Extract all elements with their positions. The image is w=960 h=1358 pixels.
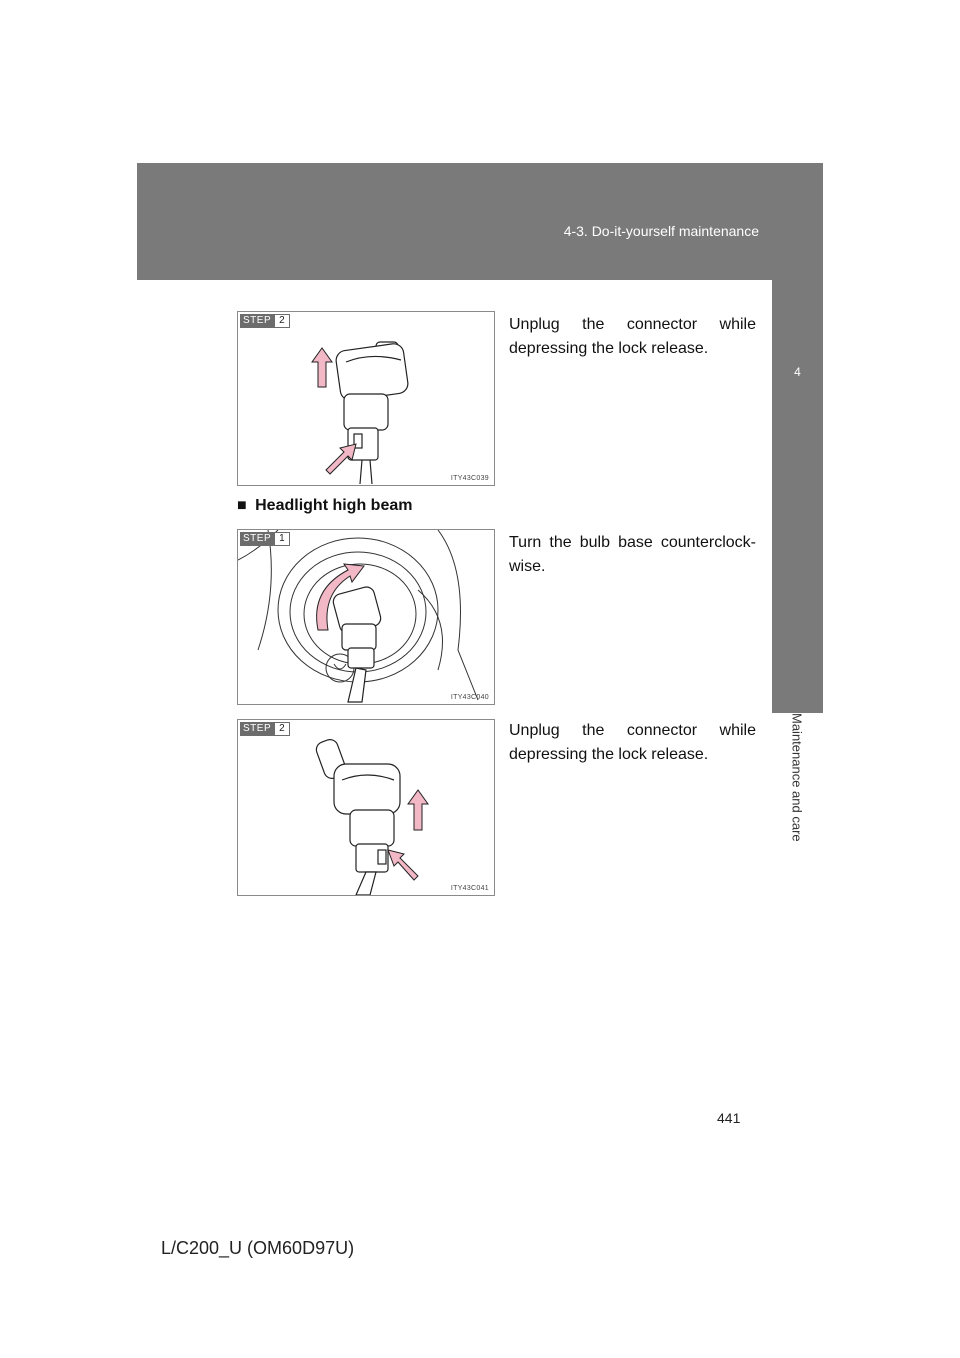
step-label: STEP — [240, 722, 274, 736]
step-number: 2 — [274, 722, 290, 736]
step-badge — [240, 314, 290, 328]
bulb-base-rotate-illustration — [238, 530, 494, 704]
section-heading-text: Headlight high beam — [255, 497, 413, 514]
instruction-text: Unplug the connector while depressing the lock release. — [509, 722, 756, 763]
figure-code: ITY43C041 — [450, 885, 489, 892]
page-header-bar — [137, 163, 823, 280]
step-number: 2 — [274, 314, 290, 328]
step-label: STEP — [240, 532, 274, 546]
figure-step-2-connector-high-beam — [237, 719, 495, 896]
step-badge — [240, 532, 290, 546]
page-number: 441 — [717, 1110, 741, 1126]
section-heading — [237, 497, 412, 515]
step-badge — [240, 722, 290, 736]
instruction-text: Turn the bulb base counterclock-wise. — [509, 534, 756, 575]
chapter-label: Maintenance and care — [789, 713, 805, 842]
section-title: 4-3. Do-it-yourself maintenance — [563, 223, 759, 239]
figure-step-2-connector — [237, 311, 495, 486]
high-beam-connector-illustration — [238, 720, 494, 895]
chapter-number: 4 — [794, 365, 801, 379]
chapter-tab — [772, 280, 823, 713]
chapter-label-container — [786, 713, 808, 873]
instruction-text: Unplug the connector while depressing the lock release. — [509, 316, 756, 357]
connector-unplug-illustration — [238, 312, 494, 485]
figure-step-1-bulb-base — [237, 529, 495, 705]
document-id: L/C200_U (OM60D97U) — [161, 1238, 355, 1258]
bullet-square: ■ — [237, 497, 247, 514]
step-number: 1 — [274, 532, 290, 546]
figure-code: ITY43C040 — [450, 694, 489, 701]
step-label: STEP — [240, 314, 274, 328]
figure-code: ITY43C039 — [450, 475, 489, 482]
